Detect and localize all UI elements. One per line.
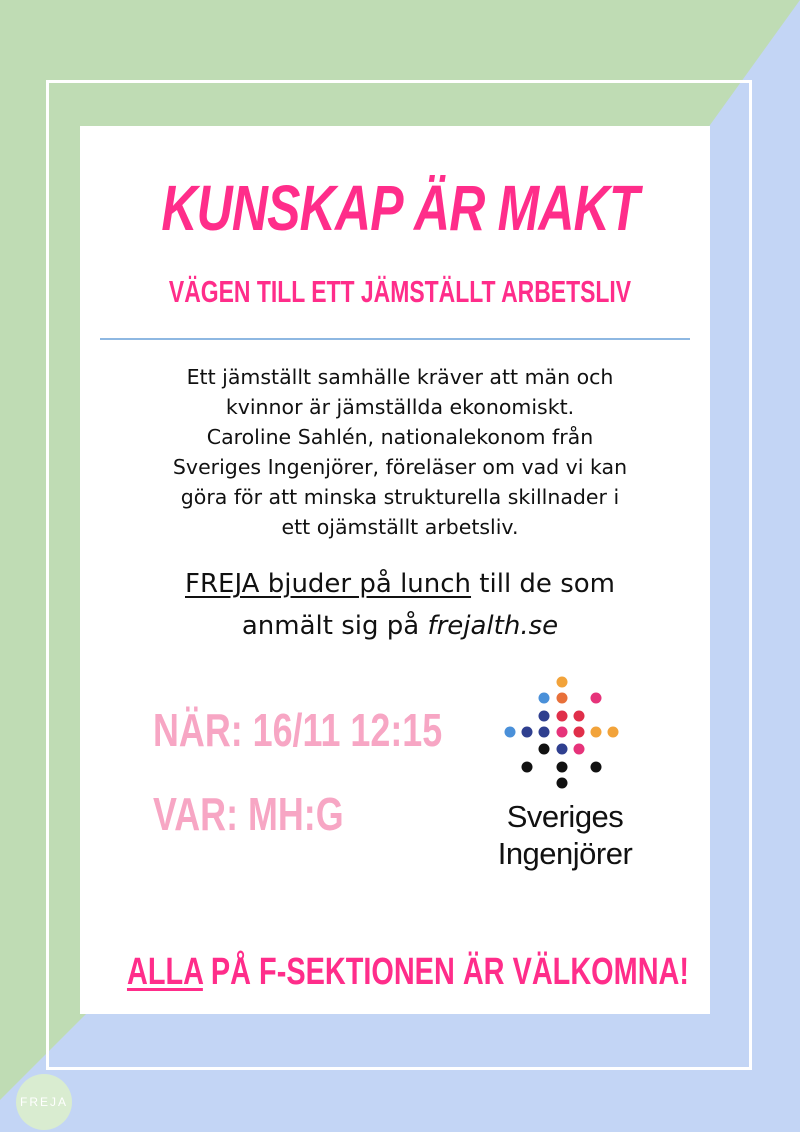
poster-subtitle: VÄGEN TILL ETT JÄMSTÄLLT ARBETSLIV — [168, 274, 632, 309]
logo-line: Ingenjörer — [497, 836, 633, 871]
signup-text: anmält sig på — [241, 611, 428, 641]
signup-link[interactable]: frejalth.se — [427, 611, 559, 641]
lunch-info — [80, 563, 720, 647]
lunch-text: till de som — [471, 569, 615, 599]
logo-dot — [557, 711, 568, 722]
logo-dot — [557, 677, 568, 688]
description-line: kvinnor är jämställda ekonomiskt. — [225, 395, 575, 419]
welcome-highlight: ALLA — [126, 951, 203, 993]
logo-dot — [557, 727, 568, 738]
welcome-message — [98, 948, 718, 996]
logo-dot — [574, 744, 585, 755]
logo-dot — [557, 762, 568, 773]
logo-dot — [539, 744, 550, 755]
logo-dot — [539, 727, 550, 738]
description-line: Sveriges Ingenjörer, föreläser om vad vi kan — [172, 455, 628, 479]
description-line: ett ojämställt arbetsliv. — [281, 515, 519, 539]
description-line: Ett jämställt samhälle kräver att män och — [186, 365, 614, 389]
logo-dot — [608, 727, 619, 738]
logo-dot — [557, 693, 568, 704]
poster-description — [110, 362, 690, 542]
logo-line: Sveriges — [506, 799, 624, 834]
poster-title: KUNSKAP ÄR MAKT — [161, 172, 639, 244]
freja-badge — [16, 1074, 72, 1130]
logo-dot — [539, 693, 550, 704]
logo-dot — [574, 727, 585, 738]
logo-dot — [539, 711, 550, 722]
description-line: Caroline Sahlén, nationalekonom från — [206, 425, 594, 449]
logo-dot — [522, 727, 533, 738]
logo-dot — [591, 693, 602, 704]
lunch-highlight: FREJA bjuder på lunch — [185, 569, 472, 599]
divider — [100, 338, 690, 340]
description-line: göra för att minska strukturella skillnader i — [180, 485, 620, 509]
logo-dot — [557, 778, 568, 789]
logo-dot — [591, 727, 602, 738]
event-where: VAR: MH:G — [153, 788, 344, 840]
sveriges-ingenjorer-logo-mark — [500, 672, 630, 792]
logo-dot — [574, 711, 585, 722]
logo-dot — [505, 727, 516, 738]
freja-badge-text: FREJA — [19, 1095, 68, 1109]
logo-dot — [591, 762, 602, 773]
welcome-text: PÅ F-SEKTIONEN ÄR VÄLKOMNA! — [202, 951, 690, 993]
logo-dot — [522, 762, 533, 773]
logo-dot — [557, 744, 568, 755]
event-when: NÄR: 16/11 12:15 — [153, 704, 443, 756]
sveriges-ingenjorer-logo-text — [470, 798, 660, 872]
